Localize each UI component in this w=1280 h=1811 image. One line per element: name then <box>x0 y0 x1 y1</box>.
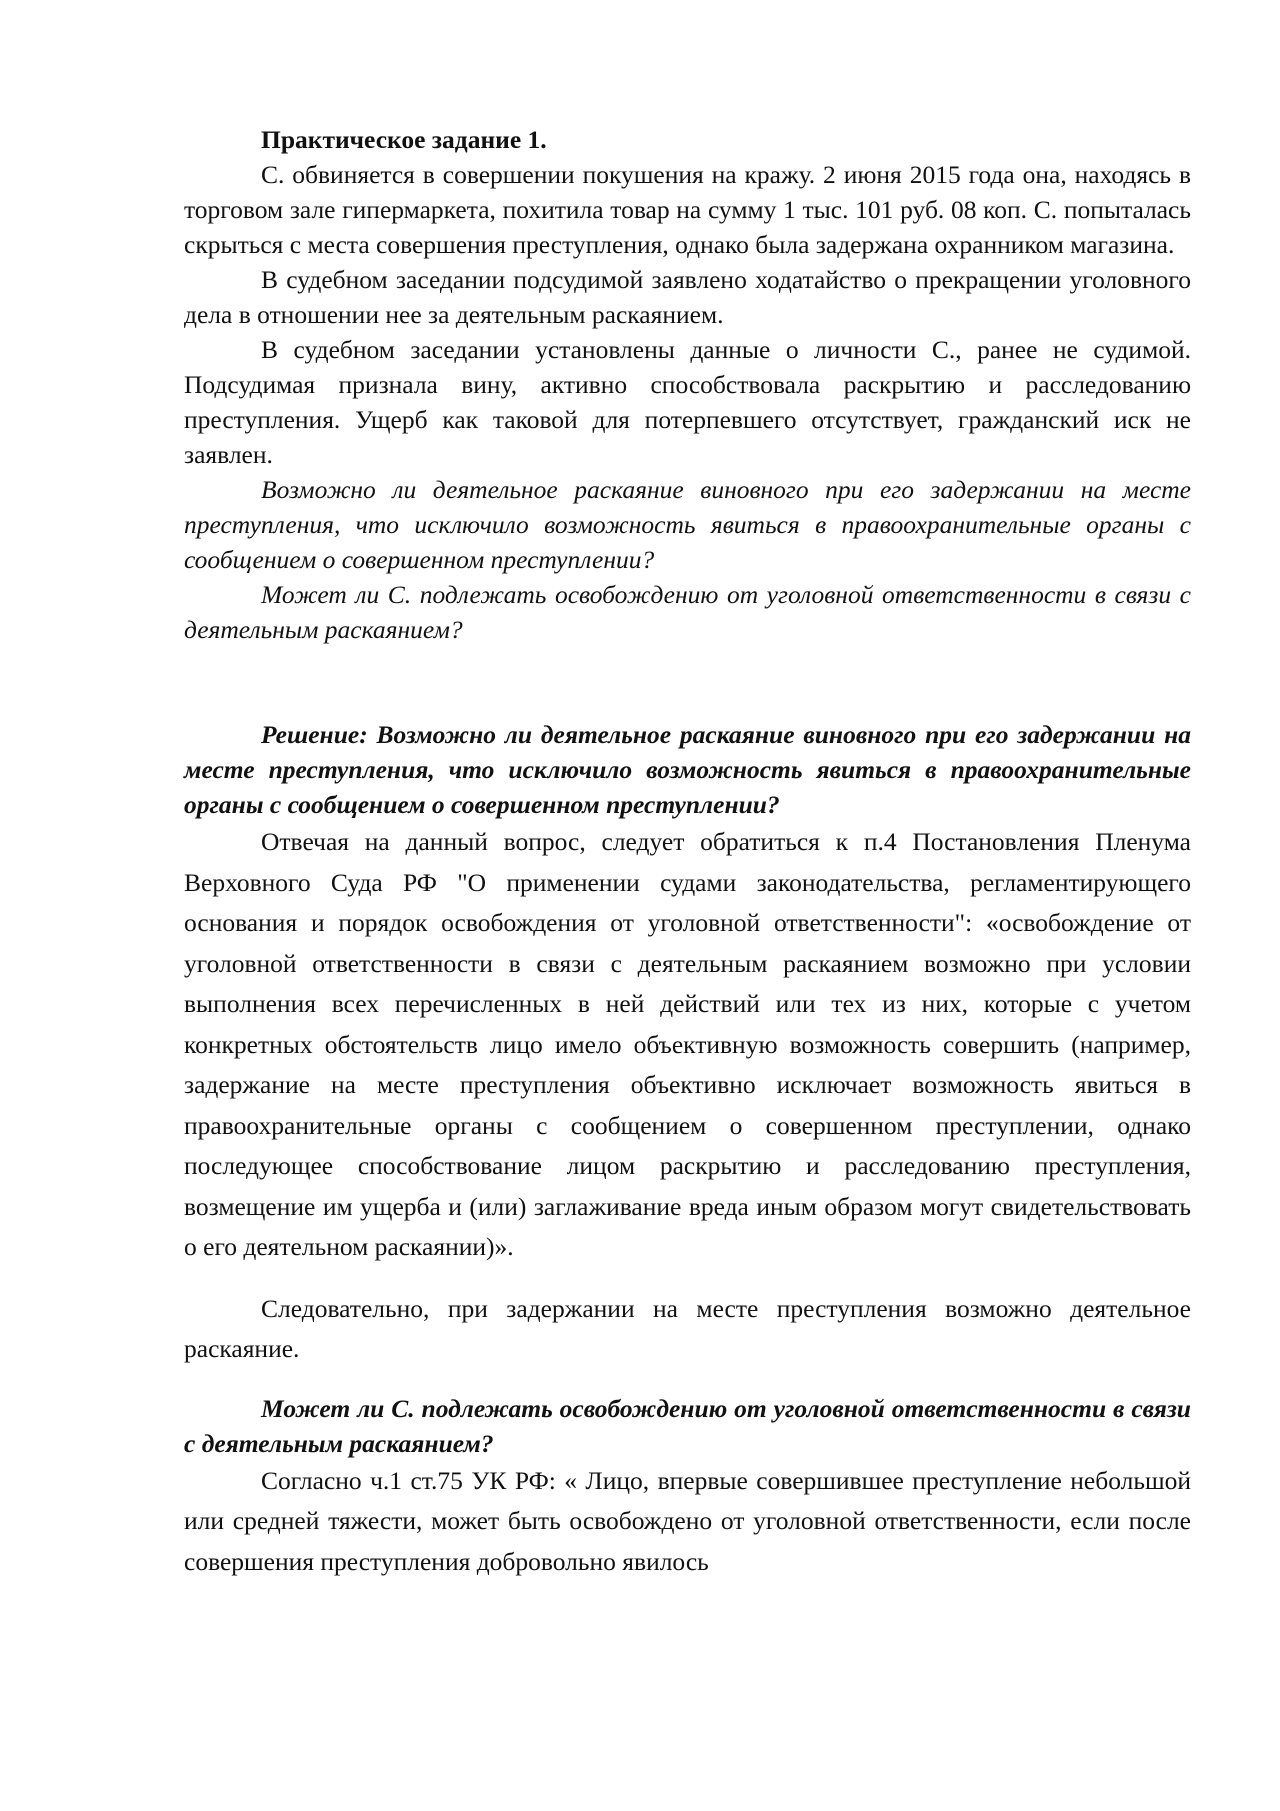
task-paragraph: В судебном заседании установлены данные о личности С., ранее не судимой. Подсудимая признала вину, активно способствовала раскрытию и расследованию преступления. Ущерб как таковой для потерпевшего отсутствует, гражданский иск не заявлен. <box>184 335 1191 469</box>
document-page <box>184 122 1191 1582</box>
question-2-heading: Может ли С. подлежать освобождению от уголовной ответственности в связи с деятельным раскаянием? <box>184 1393 1191 1458</box>
task-paragraph: С. обвиняется в совершении покушения на кражу. 2 июня 2015 года она, находясь в торговом зале гипермаркета, похитила товар на сумму 1 тыс. 101 руб. 08 коп. С. попыталась скрыться с места совершения преступления, однако была задержана охранником магазина. <box>184 160 1191 259</box>
answer-2-block <box>184 1461 1191 1583</box>
task-section <box>184 122 1191 647</box>
question-2-block <box>184 1391 1191 1461</box>
solution-heading: Решение: Возможно ли деятельное раскаяние виновного при его задержании на месте преступления, что исключило возможность явиться в правоохранительные органы с сообщением о совершенном преступлении? <box>184 720 1191 819</box>
task-paragraph: В судебном заседании подсудимой заявлено ходатайство о прекращении уголовного дела в отношении нее за деятельным раскаянием. <box>184 265 1191 329</box>
answer-2-paragraph: Согласно ч.1 ст.75 УК РФ: « Лицо, впервые совершившее преступление небольшой или средней тяжести, может быть освобождено от уголовной ответственности, если после совершения преступления добровольно явилось <box>184 1465 1191 1576</box>
solution-heading-block <box>184 717 1191 822</box>
task-question: Может ли С. подлежать освобождению от уголовной ответственности в связи с деятельным раскаянием? <box>184 580 1191 644</box>
conclusion-1-paragraph: Следовательно, при задержании на месте преступления возможно деятельное раскаяние. <box>184 1293 1191 1363</box>
section-gap <box>184 647 1191 717</box>
answer-1-block <box>184 822 1191 1370</box>
task-question: Возможно ли деятельное раскаяние виновного при его задержании на месте преступления, что исключило возможность явиться в правоохранительные органы с сообщением о совершенном преступлении? <box>184 475 1191 574</box>
task-title: Практическое задание 1. <box>261 125 547 154</box>
answer-1-paragraph: Отвечая на данный вопрос, следует обратиться к п.4 Постановления Пленума Верховного Суда РФ "О применении судами законодательства, регламентирующего основания и порядок освобождения от уголовной ответственности": «освобождение от уголовной ответственности в связи с деятельным раскаянием возможно при условии выполнения всех перечисленных в ней действий или тех из них, которые с учетом конкретных обстоятельств лицо имело объективную возможность совершить (например, задержание на месте преступления объективно исключает возможность явиться в правоохранительные органы с сообщением о совершенном преступлении, однако последующее способствование лицом раскрытию и расследованию преступления, возмещение им ущерба и (или) заглаживание вреда иным образом могут свидетельствовать о его деятельном раскаянии)». <box>184 827 1191 1261</box>
